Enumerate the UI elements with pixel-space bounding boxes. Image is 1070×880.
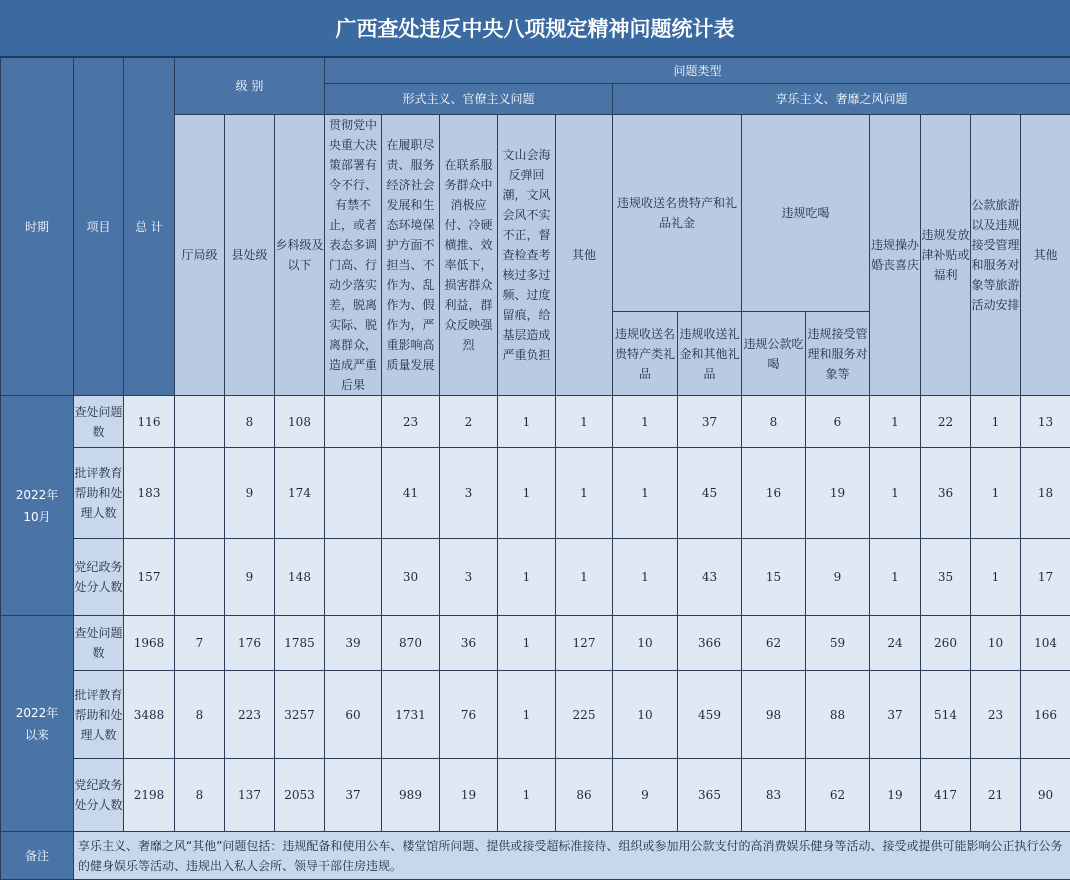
cell: 514	[921, 671, 971, 759]
cell: 10	[971, 616, 1021, 671]
cell: 148	[275, 539, 325, 616]
row-label: 党纪政务处分人数	[74, 759, 124, 832]
gift-sub-1: 违规收送名贵特产类礼品	[613, 312, 678, 396]
hedonism-header: 享乐主义、奢靡之风问题	[613, 84, 1070, 115]
cell: 19	[806, 448, 870, 539]
formalism-header: 形式主义、官僚主义问题	[325, 84, 613, 115]
cell: 8	[175, 759, 225, 832]
cell: 19	[440, 759, 498, 832]
cell: 174	[275, 448, 325, 539]
cell: 23	[382, 396, 440, 448]
cell: 116	[124, 396, 175, 448]
cell	[175, 539, 225, 616]
cell: 6	[806, 396, 870, 448]
cell: 366	[678, 616, 742, 671]
cell: 1	[498, 448, 556, 539]
cell: 365	[678, 759, 742, 832]
cell: 108	[275, 396, 325, 448]
cell: 16	[742, 448, 806, 539]
cell: 7	[175, 616, 225, 671]
cell: 17	[1021, 539, 1070, 616]
row-label: 党纪政务处分人数	[74, 539, 124, 616]
cell: 1	[613, 539, 678, 616]
cell: 459	[678, 671, 742, 759]
statistics-table	[0, 57, 1070, 880]
cell: 41	[382, 448, 440, 539]
cell: 83	[742, 759, 806, 832]
formalism-col-3: 在联系服务群众中消极应付、冷硬横推、效率低下，损害群众利益，群众反映强烈	[440, 115, 498, 396]
cell: 36	[921, 448, 971, 539]
cell	[175, 396, 225, 448]
travel-header: 公款旅游以及违规接受管理和服务对象等旅游活动安排	[971, 115, 1021, 396]
cell: 39	[325, 616, 382, 671]
cell: 1	[498, 671, 556, 759]
cell: 36	[440, 616, 498, 671]
cell: 9	[613, 759, 678, 832]
gift-header: 违规收送名贵特产和礼品礼金	[613, 115, 742, 312]
level-xiang-header: 乡科级及以下	[275, 115, 325, 396]
cell: 90	[1021, 759, 1070, 832]
table-row	[1, 396, 1070, 448]
cell: 86	[556, 759, 613, 832]
cell: 2053	[275, 759, 325, 832]
cell: 76	[440, 671, 498, 759]
cell: 1	[498, 396, 556, 448]
cell: 37	[678, 396, 742, 448]
row-label: 批评教育帮助和处理人数	[74, 448, 124, 539]
note-label: 备注	[1, 832, 74, 880]
cell: 137	[225, 759, 275, 832]
cell: 62	[806, 759, 870, 832]
cell: 8	[175, 671, 225, 759]
period-header: 时期	[1, 58, 74, 396]
cell: 1	[556, 539, 613, 616]
formalism-col-4: 文山会海反弹回潮，文风会风不实不正，督查检查考核过多过频、过度留痕，给基层造成严重负担	[498, 115, 556, 396]
note-text: 享乐主义、奢靡之风“其他”问题包括：违规配备和使用公车、楼堂馆所问题、提供或接受超标准接待、组织或参加用公款支付的高消费娱乐健身等活动、接受或提供可能影响公正执行公务的健身娱乐等活动、违规出入私人会所、领导干部住房违规。	[74, 832, 1070, 880]
level-xian-header: 县处级	[225, 115, 275, 396]
cell: 13	[1021, 396, 1070, 448]
cell: 15	[742, 539, 806, 616]
table-row	[1, 539, 1070, 616]
cell	[325, 448, 382, 539]
table-row	[1, 759, 1070, 832]
cell: 2	[440, 396, 498, 448]
cell: 24	[870, 616, 921, 671]
formalism-col-1: 贯彻党中央重大决策部署有令不行、有禁不止，或者表态多调门高、行动少落实差，脱离实际、脱离群众，造成严重后果	[325, 115, 382, 396]
cell: 1	[971, 396, 1021, 448]
cell: 870	[382, 616, 440, 671]
cell: 1	[498, 616, 556, 671]
cell: 37	[325, 759, 382, 832]
cell: 59	[806, 616, 870, 671]
cell: 104	[1021, 616, 1070, 671]
cell: 183	[124, 448, 175, 539]
cell	[325, 396, 382, 448]
cell: 88	[806, 671, 870, 759]
cell: 19	[870, 759, 921, 832]
cell: 1	[613, 448, 678, 539]
cell: 35	[921, 539, 971, 616]
subsidy-header: 违规发放津补贴或福利	[921, 115, 971, 396]
cell: 98	[742, 671, 806, 759]
cell: 10	[613, 671, 678, 759]
cell: 9	[806, 539, 870, 616]
cell: 989	[382, 759, 440, 832]
row-label: 批评教育帮助和处理人数	[74, 671, 124, 759]
table-row	[1, 616, 1070, 671]
cell: 1	[870, 539, 921, 616]
cell: 1	[556, 448, 613, 539]
cell: 1	[556, 396, 613, 448]
cell: 223	[225, 671, 275, 759]
cell: 45	[678, 448, 742, 539]
formalism-col-other: 其他	[556, 115, 613, 396]
period-label: 2022年 以来	[1, 616, 74, 832]
cell: 1731	[382, 671, 440, 759]
cell: 260	[921, 616, 971, 671]
sheet-title: 广西查处违反中央八项规定精神问题统计表	[0, 0, 1070, 57]
level-header: 级 别	[175, 58, 325, 115]
cell: 1785	[275, 616, 325, 671]
cell: 60	[325, 671, 382, 759]
cell: 1	[498, 539, 556, 616]
cell: 8	[742, 396, 806, 448]
cell: 3488	[124, 671, 175, 759]
cell: 43	[678, 539, 742, 616]
cell: 1	[971, 539, 1021, 616]
formalism-col-2: 在履职尽责、服务经济社会发展和生态环境保护方面不担当、不作为、乱作为、假作为，严重影响高质量发展	[382, 115, 440, 396]
cell: 9	[225, 539, 275, 616]
total-header: 总 计	[124, 58, 175, 396]
cell: 3	[440, 539, 498, 616]
cell: 157	[124, 539, 175, 616]
cell: 225	[556, 671, 613, 759]
table-row	[1, 448, 1070, 539]
row-label: 查处问题数	[74, 396, 124, 448]
cell: 127	[556, 616, 613, 671]
cell: 1	[498, 759, 556, 832]
level-ting-header: 厅局级	[175, 115, 225, 396]
cell: 3	[440, 448, 498, 539]
cell: 37	[870, 671, 921, 759]
row-label: 查处问题数	[74, 616, 124, 671]
cell	[325, 539, 382, 616]
period-label: 2022年 10月	[1, 396, 74, 616]
cell: 1	[613, 396, 678, 448]
cell: 21	[971, 759, 1021, 832]
hedonism-other-header: 其他	[1021, 115, 1070, 396]
cell: 1	[870, 448, 921, 539]
cell: 30	[382, 539, 440, 616]
cell: 1	[870, 396, 921, 448]
cell: 9	[225, 448, 275, 539]
item-header: 项目	[74, 58, 124, 396]
cell: 10	[613, 616, 678, 671]
cell: 3257	[275, 671, 325, 759]
eat-sub-1: 违规公款吃喝	[742, 312, 806, 396]
cell: 417	[921, 759, 971, 832]
cell: 23	[971, 671, 1021, 759]
gift-sub-2: 违规收送礼金和其他礼品	[678, 312, 742, 396]
problem-type-header: 问题类型	[325, 58, 1070, 84]
cell	[175, 448, 225, 539]
cell: 22	[921, 396, 971, 448]
table-row	[1, 671, 1070, 759]
wedding-header: 违规操办婚丧喜庆	[870, 115, 921, 396]
cell: 18	[1021, 448, 1070, 539]
cell: 1968	[124, 616, 175, 671]
cell: 1	[971, 448, 1021, 539]
cell: 8	[225, 396, 275, 448]
eat-header: 违规吃喝	[742, 115, 870, 312]
cell: 62	[742, 616, 806, 671]
eat-sub-2: 违规接受管理和服务对象等	[806, 312, 870, 396]
cell: 166	[1021, 671, 1070, 759]
cell: 176	[225, 616, 275, 671]
cell: 2198	[124, 759, 175, 832]
